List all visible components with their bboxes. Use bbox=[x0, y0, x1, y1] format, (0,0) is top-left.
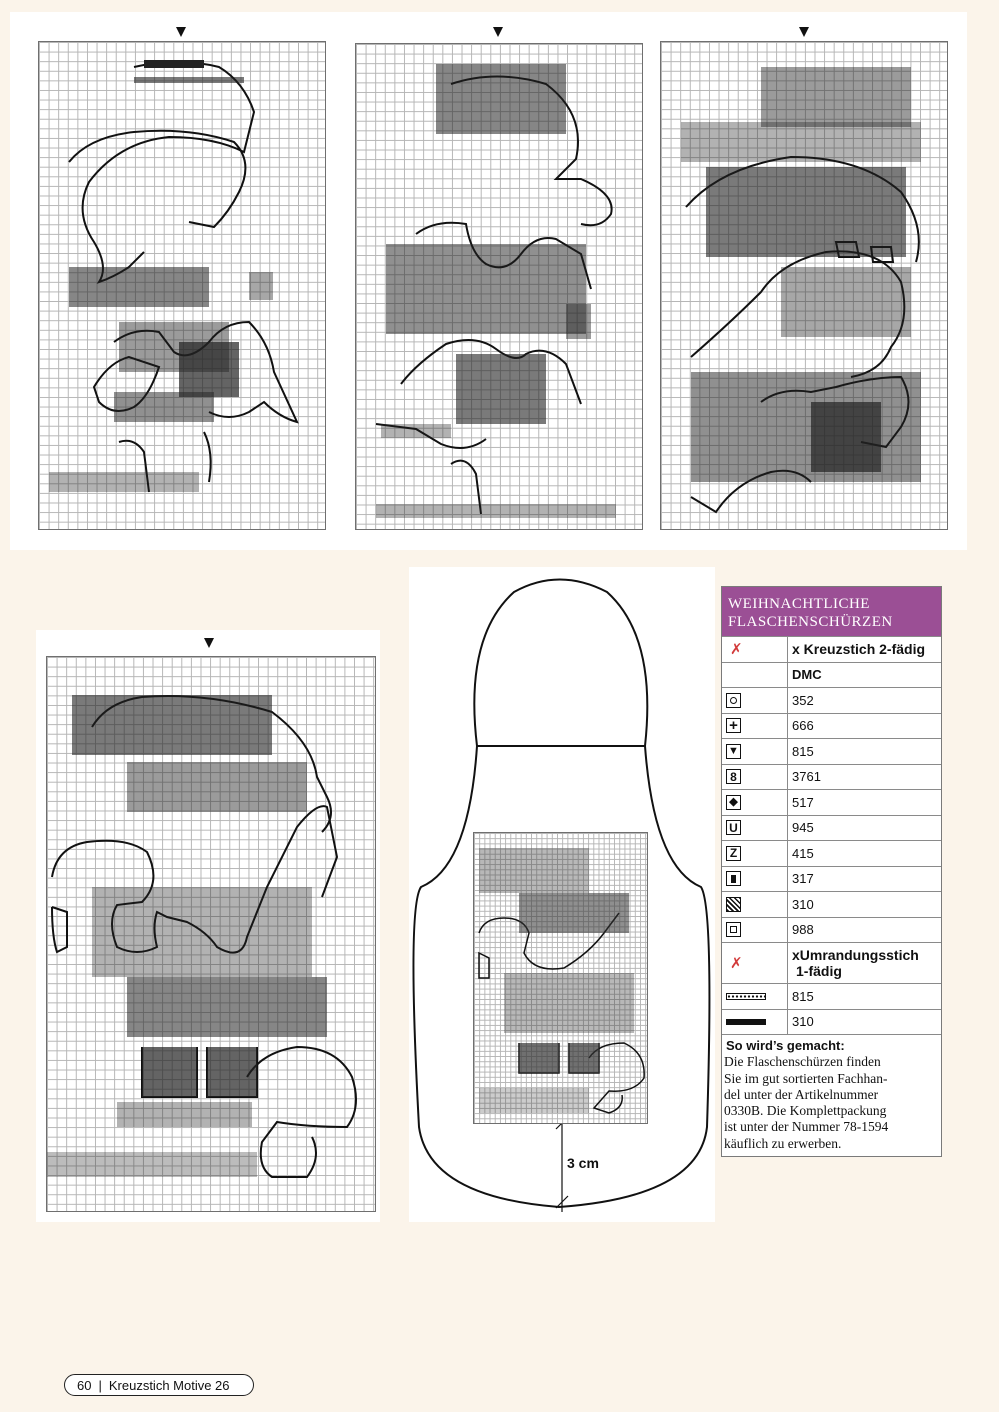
page-footer bbox=[64, 1374, 254, 1396]
cross-stitch-chart-3 bbox=[660, 41, 948, 530]
legend-color-row: 8 3761 bbox=[722, 764, 941, 790]
legend-color-row: 988 bbox=[722, 917, 941, 943]
cross-mark-icon: ✗ bbox=[730, 641, 743, 659]
dotted-line-icon bbox=[726, 993, 766, 1000]
solid-line-icon bbox=[726, 1019, 766, 1025]
instructions-block: So wird’s gemacht: Die Flaschenschürzen finden Sie im gut sortierten Fachhan- del unter der Artikelnummer 0330B. Die Komplettpackung ist unter der Nummer 78-1594 käuflich zu erwerben. bbox=[722, 1034, 941, 1156]
cross-stitch-chart-1 bbox=[38, 41, 326, 530]
legend-color-row: ◆ 517 bbox=[722, 789, 941, 815]
legend-color-row: U 945 bbox=[722, 815, 941, 841]
plus-icon: + bbox=[726, 718, 741, 733]
hatched-icon bbox=[726, 897, 741, 912]
circle-dot-icon bbox=[726, 693, 741, 708]
empty-square-icon bbox=[726, 922, 741, 937]
footer-separator: | bbox=[98, 1377, 102, 1393]
letter-u-icon: U bbox=[726, 820, 741, 835]
legend-color-row: ▼ 815 bbox=[722, 738, 941, 764]
letter-z-icon: Z bbox=[726, 846, 741, 861]
triangle-down-icon: ▼ bbox=[726, 744, 741, 759]
center-marker-3 bbox=[799, 27, 809, 37]
apron-motif-chart bbox=[473, 832, 648, 1124]
apron-measure-label: 3 cm bbox=[567, 1155, 599, 1171]
center-marker-2 bbox=[493, 27, 503, 37]
cross-stitch-chart-2 bbox=[355, 43, 643, 530]
center-marker-4 bbox=[204, 638, 214, 648]
legend-outline-color-row: 815 bbox=[722, 983, 941, 1009]
cross-stitch-chart-4 bbox=[46, 656, 376, 1212]
color-legend bbox=[721, 586, 942, 1157]
legend-brand-row: DMC bbox=[722, 662, 941, 688]
legend-title: WEIHNACHTLICHE FLASCHENSCHÜRZEN bbox=[722, 587, 941, 636]
legend-cross-stitch-row: ✗ x Kreuzstich 2-fädig bbox=[722, 636, 941, 662]
diamond-icon: ◆ bbox=[726, 795, 741, 810]
eight-icon: 8 bbox=[726, 769, 741, 784]
legend-outline-row: ✗ xUmrandungsstich 1-fädig bbox=[722, 942, 941, 983]
legend-outline-color-row: 310 bbox=[722, 1009, 941, 1035]
legend-color-row: 317 bbox=[722, 866, 941, 892]
legend-color-row: Z 415 bbox=[722, 840, 941, 866]
half-square-icon bbox=[726, 871, 741, 886]
cross-mark-icon: ✗ bbox=[730, 955, 743, 972]
legend-color-row: 310 bbox=[722, 891, 941, 917]
legend-color-row: 352 bbox=[722, 687, 941, 713]
legend-color-row: + 666 bbox=[722, 713, 941, 739]
page-number: 60 bbox=[77, 1377, 92, 1393]
center-marker-1 bbox=[176, 27, 186, 37]
magazine-name: Kreuzstich Motive 26 bbox=[108, 1377, 230, 1393]
